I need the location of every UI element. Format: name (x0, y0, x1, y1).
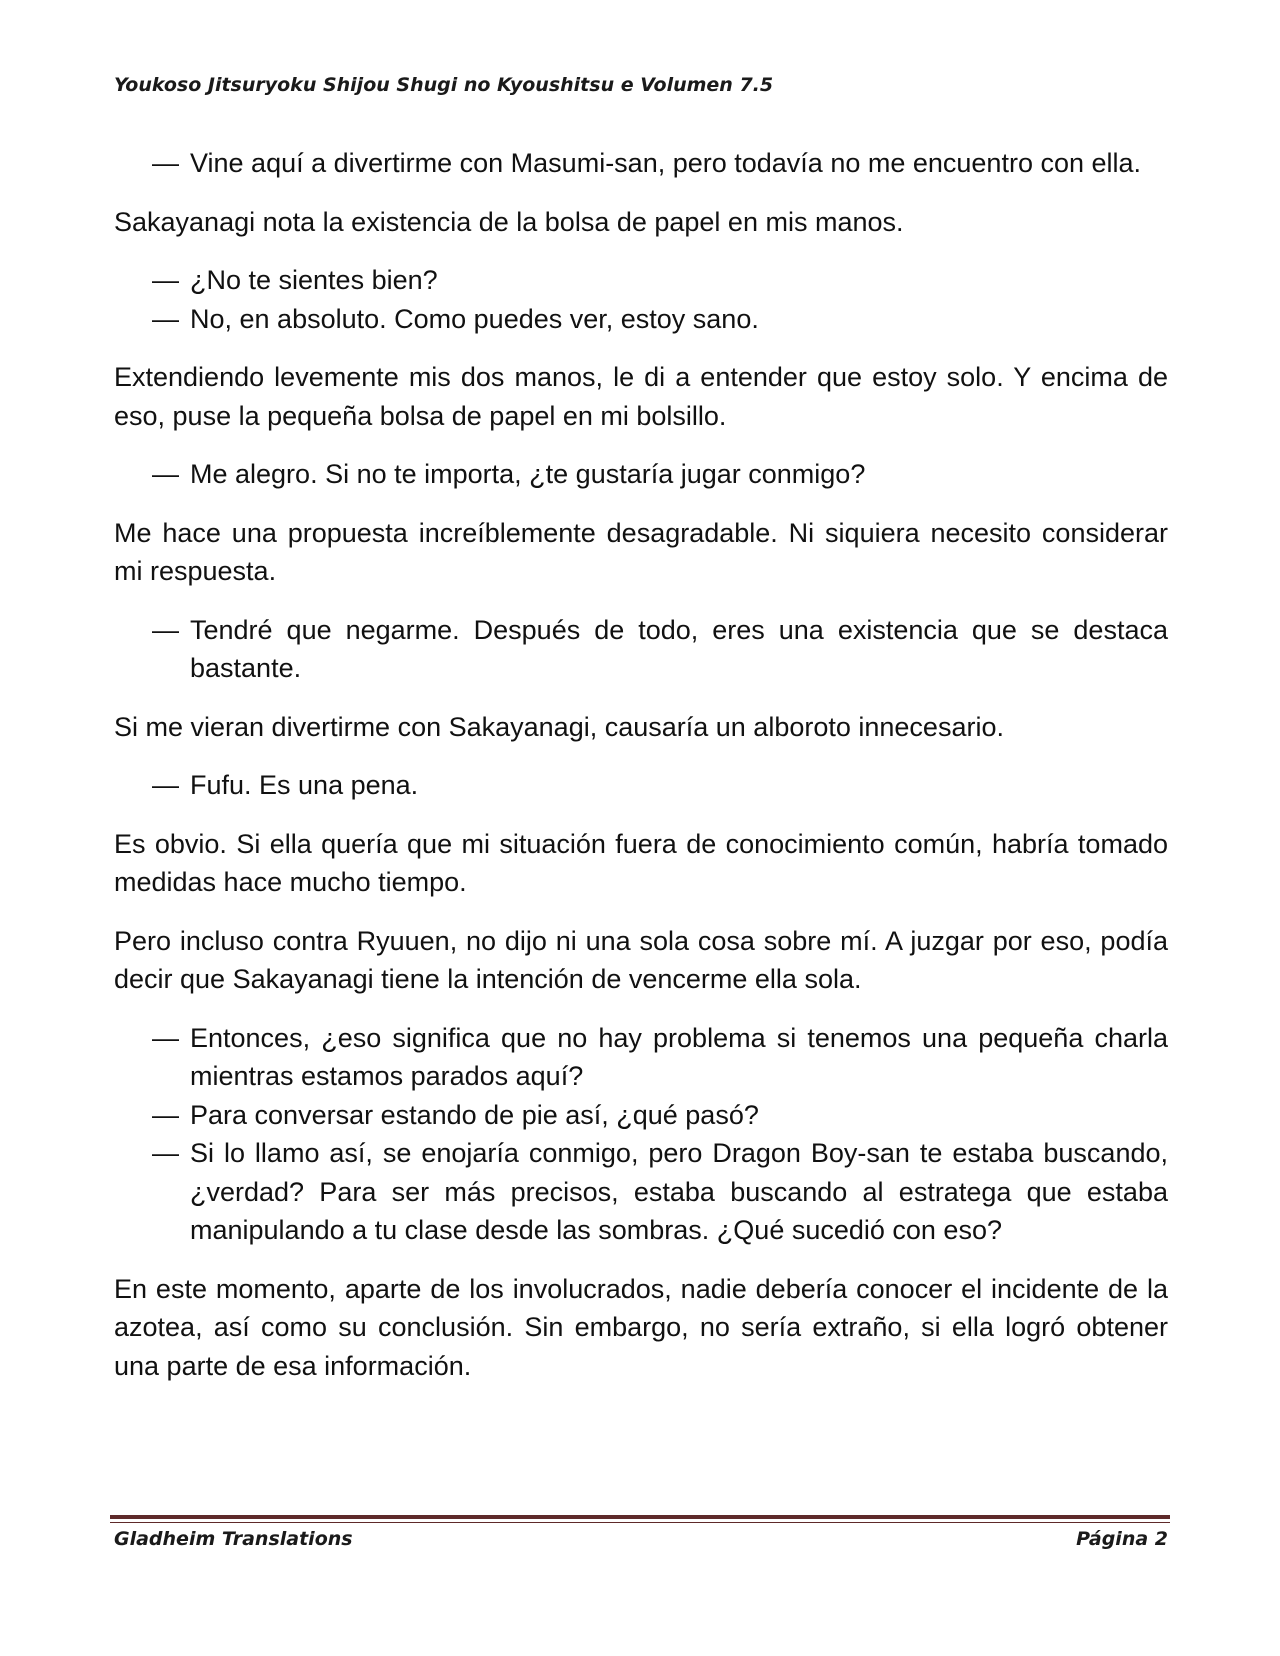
page-footer (114, 1528, 1168, 1550)
narration-paragraph: Si me vieran divertirme con Sakayanagi, causaría un alboroto innecesario. (114, 711, 1004, 742)
dialogue-group (152, 1019, 1168, 1250)
narration-paragraph: Pero incluso contra Ryuuen, no dijo ni una sola cosa sobre mí. A juzgar por eso, podía decir que Sakayanagi tiene la intención de vencerme ella sola. (114, 925, 1168, 994)
narration-paragraph: Sakayanagi nota la existencia de la bolsa de papel en mis manos. (114, 206, 904, 237)
dialogue-dash: — (152, 1138, 179, 1168)
dialogue-text: Me alegro. Si no te importa, ¿te gustaría jugar conmigo? (190, 459, 866, 489)
dialogue-text: Entonces, ¿eso significa que no hay problema si tenemos una pequeña charla mientras estamos parados aquí? (190, 1022, 1168, 1091)
narration-paragraph: En este momento, aparte de los involucrados, nadie debería conocer el incidente de la azotea, así como su conclusión. Sin embargo, no sería extraño, si ella logró obtener una parte de esa información. (114, 1273, 1168, 1381)
narration-paragraph: Es obvio. Si ella quería que mi situación fuera de conocimiento común, habría tomado medidas hace mucho tiempo. (114, 828, 1168, 897)
dialogue-line (152, 611, 1168, 688)
dialogue-text: Fufu. Es una pena. (190, 770, 419, 800)
dialogue-line (152, 1134, 1168, 1250)
dialogue-line (152, 766, 1168, 805)
dialogue-group (152, 455, 1168, 494)
dialogue-dash: — (152, 148, 179, 178)
page-header-title: Youkoso Jitsuryoku Shijou Shugi no Kyoushitsu e Volumen 7.5 (114, 74, 774, 96)
dialogue-line (152, 300, 1168, 339)
dialogue-group (152, 261, 1168, 338)
dialogue-text: Para conversar estando de pie así, ¿qué pasó? (190, 1099, 759, 1130)
footer-page-number: Página 2 (1076, 1528, 1168, 1550)
dialogue-line (152, 1096, 1168, 1135)
footer-publisher: Gladheim Translations (114, 1528, 353, 1550)
dialogue-line (152, 1019, 1168, 1096)
dialogue-text: Tendré que negarme. Después de todo, eres una existencia que se destaca bastante. (190, 614, 1168, 683)
dialogue-text: Si lo llamo así, se enojaría conmigo, pero Dragon Boy-san te estaba buscando, ¿verdad? Para ser más precisos, estaba buscando al estratega que estaba manipulando a tu clase desde las sombras. ¿Qué sucedió con eso? (190, 1138, 1168, 1245)
dialogue-line (152, 455, 1168, 494)
dialogue-dash: — (152, 459, 179, 489)
footer-divider-thin (110, 1522, 1170, 1523)
dialogue-dash: — (152, 303, 179, 334)
dialogue-dash: — (152, 614, 179, 645)
dialogue-line (152, 261, 1168, 300)
footer-divider-thick (110, 1515, 1170, 1519)
dialogue-group (152, 766, 1168, 805)
dialogue-dash: — (152, 1022, 179, 1053)
narration-paragraph: Extendiendo levemente mis dos manos, le di a entender que estoy solo. Y encima de eso, puse la pequeña bolsa de papel en mi bolsillo. (114, 362, 1168, 431)
dialogue-group (152, 611, 1168, 688)
page-body (114, 144, 1168, 1405)
dialogue-dash: — (152, 770, 179, 800)
dialogue-text: ¿No te sientes bien? (190, 265, 438, 295)
dialogue-group (152, 144, 1168, 183)
dialogue-text: No, en absoluto. Como puedes ver, estoy sano. (190, 303, 759, 334)
dialogue-dash: — (152, 1099, 179, 1130)
dialogue-text: Vine aquí a divertirme con Masumi-san, pero todavía no me encuentro con ella. (190, 148, 1142, 178)
dialogue-dash: — (152, 265, 179, 295)
dialogue-line (152, 144, 1168, 183)
narration-paragraph: Me hace una propuesta increíblemente desagradable. Ni siquiera necesito considerar mi respuesta. (114, 517, 1168, 586)
